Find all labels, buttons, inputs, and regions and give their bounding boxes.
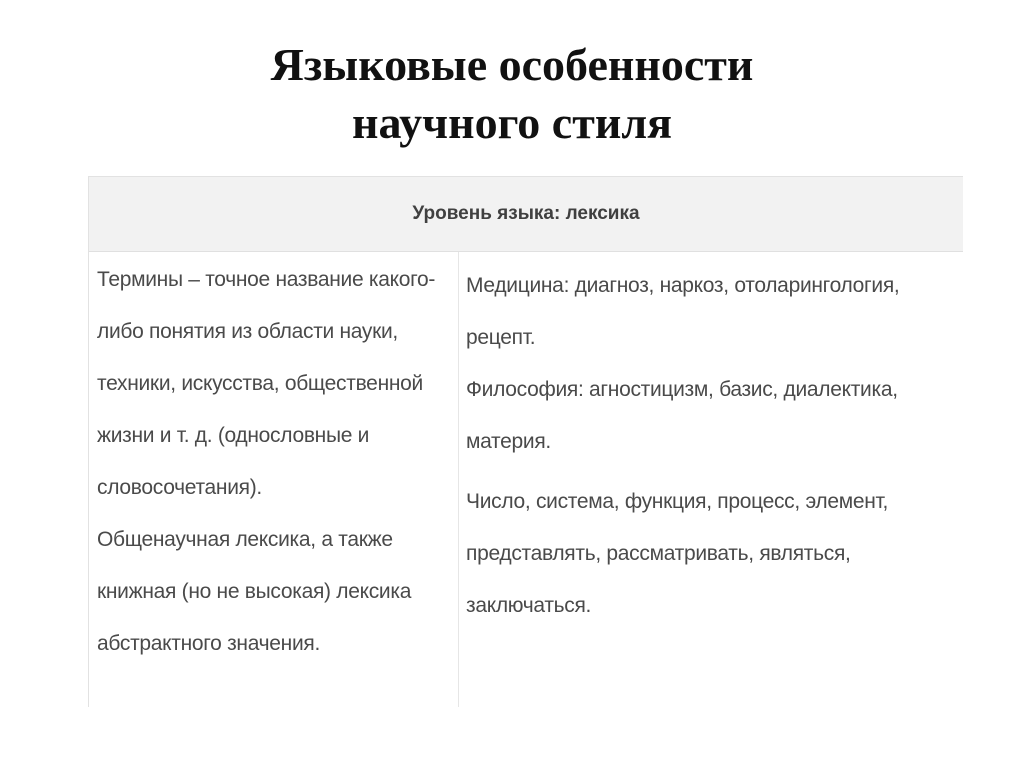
definition-line: абстрактного значения.: [97, 632, 320, 655]
definition-line: книжная (но не высокая) лексика: [97, 580, 412, 603]
lexicon-table: [88, 176, 963, 707]
definition-line: Термины – точное название какого-: [97, 268, 436, 291]
paragraph-gap: [466, 468, 956, 476]
example-line: Число, система, функция, процесс, элемент,: [466, 490, 889, 513]
table-cell-examples: [466, 260, 956, 632]
table-cell-definitions: [97, 254, 452, 670]
slide-title-line-1: Языковые особенности: [270, 39, 754, 90]
definition-line: жизни и т. д. (однословные и: [97, 424, 370, 447]
example-line: Медицина: диагноз, наркоз, отоларингология,: [466, 274, 900, 297]
example-line: Философия: агностицизм, базис, диалектика,: [466, 378, 898, 401]
slide-title-line-2: научного стиля: [351, 97, 673, 148]
definition-line: Общенаучная лексика, а также: [97, 528, 393, 551]
definition-line: техники, искусства, общественной: [97, 372, 423, 395]
definition-line: либо понятия из области науки,: [97, 320, 398, 343]
table-body: [89, 252, 963, 707]
table-header: Уровень языка: лексика: [89, 177, 963, 252]
column-divider: [458, 252, 459, 707]
slide-title: [0, 36, 1024, 152]
example-line: рецепт.: [466, 326, 536, 349]
definition-line: словосочетания).: [97, 476, 262, 499]
example-line: заключаться.: [466, 594, 592, 617]
example-line: представлять, рассматривать, являться,: [466, 542, 851, 565]
example-line: материя.: [466, 430, 551, 453]
